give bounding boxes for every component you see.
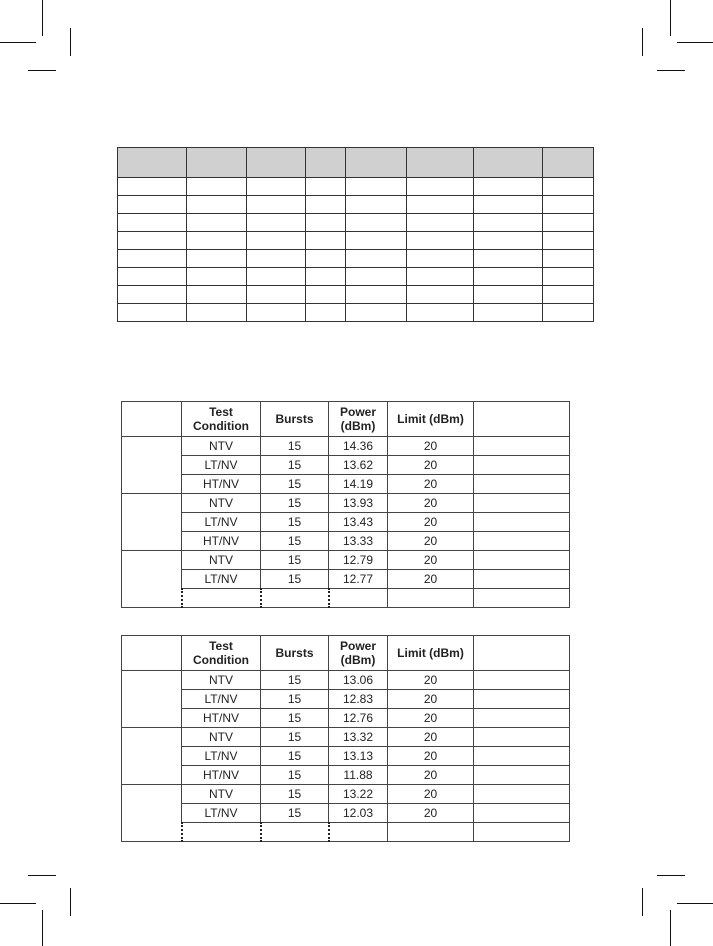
bursts-cell: 15 xyxy=(261,532,329,551)
power-cell: 12.77 xyxy=(329,570,388,589)
limit-cell: 20 xyxy=(388,551,474,570)
limit-cell: 20 xyxy=(388,570,474,589)
blank-cell xyxy=(388,823,474,842)
condition-cell: NTV xyxy=(182,671,261,690)
condition-cell: LT/NV xyxy=(182,456,261,475)
crop-mark xyxy=(28,875,56,876)
header-power: Power (dBm) xyxy=(329,636,388,671)
power-cell: 11.88 xyxy=(329,766,388,785)
crop-mark xyxy=(642,888,643,916)
power-cell: 13.33 xyxy=(329,532,388,551)
power-cell: 13.32 xyxy=(329,728,388,747)
blank-cell xyxy=(474,823,570,842)
blank-cell xyxy=(474,551,570,570)
crop-mark xyxy=(657,875,685,876)
group-cell xyxy=(122,551,182,608)
limit-cell: 20 xyxy=(388,804,474,823)
table-row-empty xyxy=(122,823,570,842)
bursts-cell: 15 xyxy=(261,728,329,747)
condition-cell: HT/NV xyxy=(182,709,261,728)
power-cell: 12.76 xyxy=(329,709,388,728)
power-cell: 14.19 xyxy=(329,475,388,494)
blank-cell xyxy=(474,766,570,785)
crop-mark xyxy=(28,70,56,71)
bursts-cell: 15 xyxy=(261,475,329,494)
bursts-cell: 15 xyxy=(261,437,329,456)
crop-mark xyxy=(70,888,71,916)
condition-cell: HT/NV xyxy=(182,475,261,494)
empty-table-row xyxy=(118,232,594,250)
power-cell: 13.06 xyxy=(329,671,388,690)
limit-cell: 20 xyxy=(388,728,474,747)
bursts-cell: 15 xyxy=(261,804,329,823)
limit-cell: 20 xyxy=(388,785,474,804)
power-cell: 13.43 xyxy=(329,513,388,532)
crop-mark xyxy=(670,0,671,36)
blank-cell xyxy=(329,589,388,608)
blank-cell xyxy=(474,709,570,728)
table-row xyxy=(122,551,570,570)
power-cell: 12.03 xyxy=(329,804,388,823)
table-row xyxy=(122,709,570,728)
limit-cell: 20 xyxy=(388,532,474,551)
empty-table-row xyxy=(118,268,594,286)
power-cell: 13.13 xyxy=(329,747,388,766)
bursts-cell: 15 xyxy=(261,570,329,589)
blank-cell xyxy=(474,747,570,766)
header-bursts: Bursts xyxy=(261,636,329,671)
limit-cell: 20 xyxy=(388,494,474,513)
group-cell xyxy=(122,728,182,785)
condition-cell: LT/NV xyxy=(182,747,261,766)
group-cell xyxy=(122,494,182,551)
blank-cell xyxy=(182,589,261,608)
table-row xyxy=(122,766,570,785)
table-row xyxy=(122,728,570,747)
blank-cell xyxy=(474,728,570,747)
table-row xyxy=(122,437,570,456)
blank-cell xyxy=(474,513,570,532)
header-bursts: Bursts xyxy=(261,402,329,437)
blank-cell xyxy=(388,589,474,608)
bursts-cell: 15 xyxy=(261,785,329,804)
condition-cell: LT/NV xyxy=(182,570,261,589)
table-row xyxy=(122,747,570,766)
empty-table-header xyxy=(118,148,594,178)
table-row xyxy=(122,494,570,513)
bursts-cell: 15 xyxy=(261,709,329,728)
empty-table-row xyxy=(118,286,594,304)
blank-cell xyxy=(474,785,570,804)
limit-cell: 20 xyxy=(388,456,474,475)
limit-cell: 20 xyxy=(388,766,474,785)
header-power: Power (dBm) xyxy=(329,402,388,437)
empty-table-row xyxy=(118,178,594,196)
limit-cell: 20 xyxy=(388,671,474,690)
crop-mark xyxy=(670,910,671,946)
blank-cell xyxy=(474,671,570,690)
condition-cell: LT/NV xyxy=(182,804,261,823)
condition-cell: LT/NV xyxy=(182,513,261,532)
condition-cell: HT/NV xyxy=(182,766,261,785)
empty-table xyxy=(117,147,594,322)
table-row xyxy=(122,570,570,589)
crop-mark xyxy=(677,903,713,904)
table-row-empty xyxy=(122,589,570,608)
header-blank xyxy=(474,402,570,437)
blank-cell xyxy=(182,823,261,842)
table-row xyxy=(122,671,570,690)
crop-mark xyxy=(0,42,36,43)
condition-cell: NTV xyxy=(182,437,261,456)
condition-cell: NTV xyxy=(182,728,261,747)
crop-mark xyxy=(657,70,685,71)
bursts-cell: 15 xyxy=(261,747,329,766)
limit-cell: 20 xyxy=(388,747,474,766)
limit-cell: 20 xyxy=(388,475,474,494)
condition-cell: HT/NV xyxy=(182,532,261,551)
empty-table-row xyxy=(118,250,594,268)
crop-mark xyxy=(42,0,43,36)
condition-cell: NTV xyxy=(182,551,261,570)
header-limit: Limit (dBm) xyxy=(388,402,474,437)
blank-cell xyxy=(474,804,570,823)
blank-cell xyxy=(474,494,570,513)
power-cell: 12.83 xyxy=(329,690,388,709)
power-cell: 13.93 xyxy=(329,494,388,513)
limit-cell: 20 xyxy=(388,690,474,709)
empty-table-row xyxy=(118,214,594,232)
condition-cell: LT/NV xyxy=(182,690,261,709)
power-table-1 xyxy=(121,401,570,608)
empty-table-row xyxy=(118,196,594,214)
condition-cell: NTV xyxy=(182,494,261,513)
header-blank xyxy=(122,636,182,671)
condition-cell: NTV xyxy=(182,785,261,804)
limit-cell: 20 xyxy=(388,513,474,532)
table-row xyxy=(122,475,570,494)
crop-mark xyxy=(677,42,713,43)
table-header-row xyxy=(122,636,570,671)
power-cell: 13.22 xyxy=(329,785,388,804)
group-cell xyxy=(122,437,182,494)
blank-cell xyxy=(474,690,570,709)
crop-mark xyxy=(42,910,43,946)
bursts-cell: 15 xyxy=(261,513,329,532)
bursts-cell: 15 xyxy=(261,456,329,475)
blank-cell xyxy=(474,456,570,475)
table-row xyxy=(122,690,570,709)
header-test-condition: Test Condition xyxy=(182,402,261,437)
blank-cell xyxy=(261,589,329,608)
crop-mark xyxy=(642,28,643,56)
blank-cell xyxy=(474,589,570,608)
group-cell xyxy=(122,785,182,842)
blank-cell xyxy=(329,823,388,842)
group-cell xyxy=(122,671,182,728)
power-cell: 12.79 xyxy=(329,551,388,570)
bursts-cell: 15 xyxy=(261,766,329,785)
power-table-2 xyxy=(121,635,570,842)
bursts-cell: 15 xyxy=(261,494,329,513)
limit-cell: 20 xyxy=(388,709,474,728)
header-test-condition: Test Condition xyxy=(182,636,261,671)
blank-cell xyxy=(474,437,570,456)
crop-mark xyxy=(70,28,71,56)
table-header-row xyxy=(122,402,570,437)
blank-cell xyxy=(474,475,570,494)
table-row xyxy=(122,804,570,823)
table-row xyxy=(122,532,570,551)
crop-mark xyxy=(0,903,36,904)
bursts-cell: 15 xyxy=(261,671,329,690)
table-row xyxy=(122,456,570,475)
limit-cell: 20 xyxy=(388,437,474,456)
bursts-cell: 15 xyxy=(261,551,329,570)
header-limit: Limit (dBm) xyxy=(388,636,474,671)
table-row xyxy=(122,513,570,532)
blank-cell xyxy=(261,823,329,842)
power-cell: 13.62 xyxy=(329,456,388,475)
blank-cell xyxy=(474,532,570,551)
table-row xyxy=(122,785,570,804)
blank-cell xyxy=(474,570,570,589)
power-cell: 14.36 xyxy=(329,437,388,456)
empty-table-row xyxy=(118,304,594,322)
bursts-cell: 15 xyxy=(261,690,329,709)
header-blank xyxy=(474,636,570,671)
header-blank xyxy=(122,402,182,437)
